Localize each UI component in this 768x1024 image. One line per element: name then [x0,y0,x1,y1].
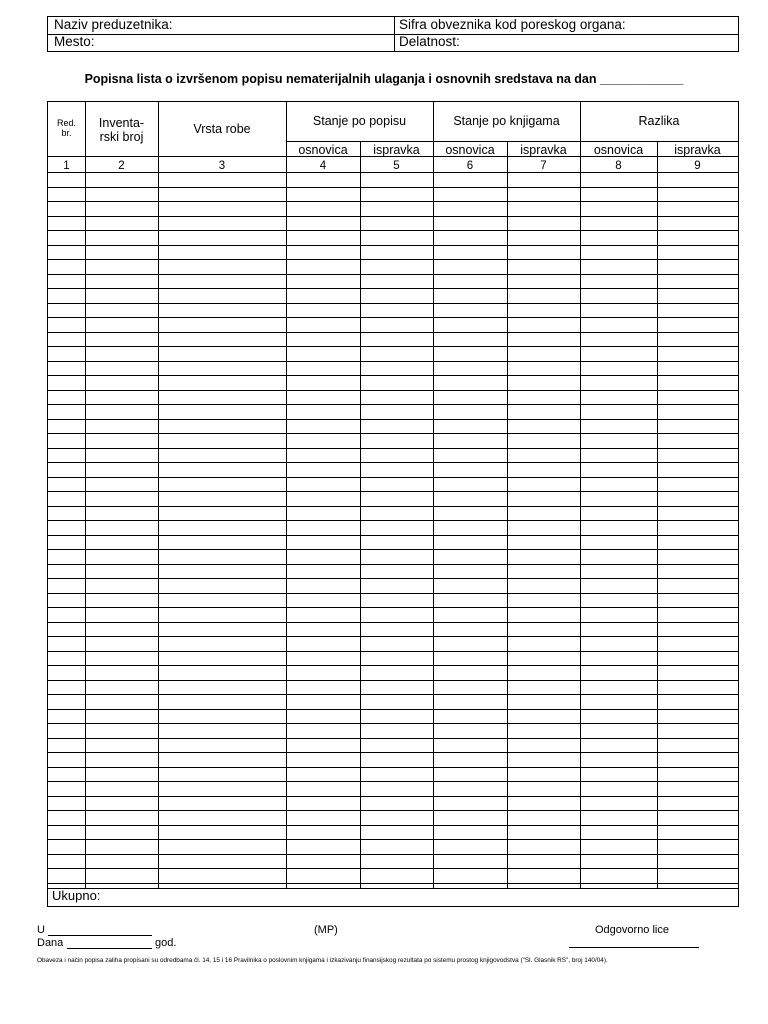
group-header-difference: Razlika [638,114,680,128]
table-row-line [48,201,738,202]
total-row-line [48,888,738,889]
table-row-line [48,419,738,420]
responsible-person-label: Odgovorno lice [595,924,669,936]
place-prefix: U [37,924,45,936]
table-row-line [48,694,738,695]
column-divider [85,102,86,888]
column-divider [580,102,581,888]
total-label: Ukupno: [52,888,101,903]
tax-id-label: Sifra obveznika kod poreskog organa: [399,17,626,32]
table-row-line [48,462,738,463]
table-row-line [48,752,738,753]
table-row-line [48,303,738,304]
company-name-label: Naziv preduzetnika: [54,17,173,32]
table-row-line [48,259,738,260]
table-row-line [48,216,738,217]
table-row-line [48,680,738,681]
table-row-line [48,868,738,869]
table-row-line [48,346,738,347]
column-number-divider [48,172,738,173]
table-row-line [48,636,738,637]
table-row-line [48,796,738,797]
table-row-line [48,767,738,768]
table-row-line [48,578,738,579]
subheader-osnovica-6: osnovica [445,143,495,157]
subheader-osnovica-4: osnovica [298,143,348,157]
header-divider-vertical [394,17,395,51]
table-row-line [48,781,738,782]
column-divider [433,102,434,888]
table-row-line [48,448,738,449]
column-header-red-line1: Red. [56,118,76,128]
table-row-line [48,593,738,594]
table-row-line [48,810,738,811]
table-row-line [48,622,738,623]
column-header-inventory-line1: Inventa- [98,116,145,130]
table-row-line [48,491,738,492]
inventory-table [47,101,739,907]
activity-label: Delatnost: [399,34,460,49]
table-row-line [48,390,738,391]
stamp-placeholder: (MP) [314,924,338,936]
column-header-red [48,118,85,138]
table-row-line [48,506,738,507]
column-header-red-line2: br. [61,128,72,138]
table-row-line [48,709,738,710]
table-row-line [48,665,738,666]
table-row-line [48,564,738,565]
table-row-line [48,477,738,478]
table-row-line [48,651,738,652]
subheader-ispravka-5: ispravka [373,143,420,157]
table-row-line [48,883,738,884]
table-row-line [48,839,738,840]
table-row-line [48,825,738,826]
table-row-line [48,361,738,362]
table-row-line [48,520,738,521]
header-group-divider [286,141,738,142]
date-prefix: Dana [37,937,64,949]
responsible-signature-line [569,947,699,948]
legal-note: Obaveza i način popisa zaliha propisani su odredbama čl. 14, 15 i 16 Pravilnika o poslovnim knjigama i izkazivanju finansijskog rezultata po sistemu prostog knjigovodstva ("Sl. Glasnik RS", broj 140/04). [37,957,608,964]
document-title: Popisna lista o izvršenom popisu nematerijalnih ulaganja i osnovnih sredstava na dan ____________ [84,72,684,86]
table-row-line [48,288,738,289]
table-row-line [48,317,738,318]
place-signature-line [48,935,152,936]
column-number: 6 [466,160,474,172]
column-header-inventory-line2: rski broj [99,130,144,144]
date-suffix: god. [155,937,177,949]
column-number: 4 [319,160,327,172]
column-divider [507,141,508,888]
column-number: 7 [540,160,547,172]
header-info-box [47,16,739,52]
table-row-line [48,332,738,333]
subheader-osnovica-8: osnovica [593,143,644,157]
column-number: 9 [694,160,701,172]
column-divider [158,102,159,888]
column-number: 2 [118,160,125,172]
date-signature-line [67,948,152,949]
table-row-line [48,274,738,275]
table-row-line [48,375,738,376]
header-bottom-line [48,156,738,157]
column-number: 3 [218,160,226,172]
table-row-line [48,187,738,188]
table-row-line [48,230,738,231]
table-row-line [48,607,738,608]
group-header-book-state: Stanje po knjigama [453,114,560,128]
column-divider [360,141,361,888]
table-row-line [48,723,738,724]
table-row-line [48,738,738,739]
column-header-item-type: Vrsta robe [193,122,251,136]
table-row-line [48,433,738,434]
table-row-line [48,535,738,536]
column-number: 5 [393,160,400,172]
column-header-inventory [85,116,158,144]
column-divider [657,141,658,888]
column-number: 1 [63,160,70,172]
subheader-ispravka-9: ispravka [674,143,721,157]
table-row-line [48,854,738,855]
subheader-ispravka-7: ispravka [520,143,567,157]
table-row-line [48,404,738,405]
group-header-count-state: Stanje po popisu [312,114,407,128]
table-row-line [48,549,738,550]
column-number: 8 [615,160,622,172]
place-label: Mesto: [54,34,95,49]
column-divider [286,102,287,888]
table-row-line [48,245,738,246]
header-divider-horizontal [48,34,738,35]
